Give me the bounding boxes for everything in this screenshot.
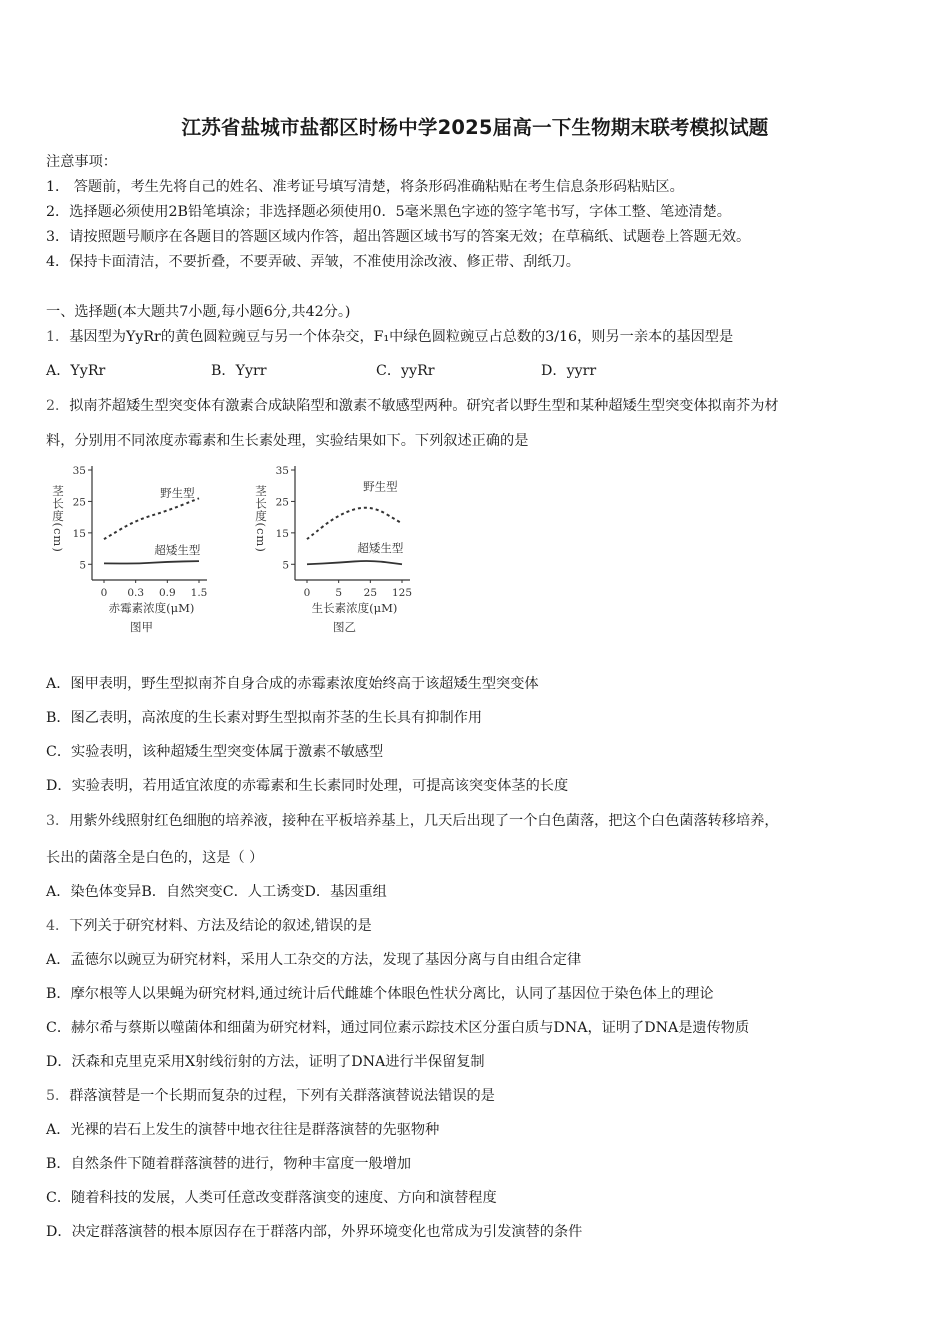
question-text: 用紫外线照射红色细胞的培养液，接种在平板培养基上，几天后出现了一个白色菌落，把这个白色菌落转移培养， bbox=[69, 813, 779, 829]
option-c: C．赫尔希与蔡斯以噬菌体和细菌为研究材料，通过同位素示踪技术区分蛋白质与DNA，证明了DNA是遗传物质 bbox=[46, 1020, 750, 1036]
option-a: A．光裸的岩石上发生的演替中地衣往往是群落演替的先驱物种 bbox=[46, 1122, 440, 1138]
question-text: 拟南芥超矮生型突变体有激素合成缺陷型和激素不敏感型两种。研究者以野生型和某种超矮生型突变体拟南芥为材 bbox=[69, 398, 779, 414]
question-text: 基因型为YyRr的黄色圆粒豌豆与另一个体杂交，F₁中绿色圆粒豌豆占总数的3/16，则另一亲本的基因型是 bbox=[69, 329, 734, 345]
x-tick-label: 0 bbox=[303, 587, 311, 599]
option-d: D．沃森和克里克采用X射线衍射的方法，证明了DNA进行半保留复制 bbox=[46, 1054, 485, 1070]
notice-item: 4．保持卡面清洁，不要折叠，不要弄破、弄皱，不准使用涂改液、修正带、刮纸刀。 bbox=[46, 254, 580, 270]
section-heading: 一、选择题(本大题共7小题,每小题6分,共42分。) bbox=[46, 304, 351, 320]
series-line bbox=[104, 561, 199, 563]
question-5 bbox=[46, 1086, 495, 1106]
option-b: B．Yyrr bbox=[211, 363, 267, 379]
y-tick-label: 15 bbox=[275, 527, 289, 540]
question-3-options: A．染色体变异B．自然突变C．人工诱变D．基因重组 bbox=[46, 884, 387, 900]
y-tick-label: 25 bbox=[275, 496, 289, 509]
y-tick-label: 5 bbox=[79, 559, 86, 572]
question-text: 下列关于研究材料、方法及结论的叙述,错误的是 bbox=[69, 918, 372, 934]
question-number: 2． bbox=[46, 398, 70, 414]
question-number: 3． bbox=[46, 813, 70, 829]
series-label: 超矮生型 bbox=[357, 541, 404, 556]
notice-item: 2．选择题必须使用2B铅笔填涂；非选择题必须使用0．5毫米黑色字迹的签字笔书写，字体工整、笔迹清楚。 bbox=[46, 204, 731, 220]
series-line bbox=[104, 498, 199, 539]
question-number: 5． bbox=[46, 1088, 70, 1104]
option-a: A．YyRr bbox=[46, 363, 106, 379]
option-c: C．yyRr bbox=[376, 363, 435, 379]
x-tick-label: 0.3 bbox=[127, 587, 145, 599]
charts-svg bbox=[40, 460, 440, 645]
y-tick-label: 35 bbox=[72, 465, 86, 477]
series-line bbox=[307, 561, 402, 564]
y-tick-label: 25 bbox=[72, 496, 86, 509]
series-line bbox=[307, 508, 402, 539]
option-c: C．实验表明，该种超矮生型突变体属于激素不敏感型 bbox=[46, 744, 384, 760]
series-label: 超矮生型 bbox=[154, 542, 201, 557]
x-tick-label: 125 bbox=[391, 587, 413, 599]
option-d: D．yyrr bbox=[541, 363, 597, 379]
x-tick-label: 0 bbox=[100, 587, 108, 599]
notice-item: 1． 答题前，考生先将自己的姓名、准考证号填写清楚，将条形码准确粘贴在考生信息条形码粘贴区。 bbox=[46, 179, 684, 195]
series-label: 野生型 bbox=[363, 479, 398, 494]
y-tick-label: 35 bbox=[275, 465, 289, 477]
option-c: C．随着科技的发展，人类可任意改变群落演变的速度、方向和演替程度 bbox=[46, 1190, 497, 1206]
question-1-options bbox=[46, 361, 596, 381]
question-2 bbox=[46, 396, 779, 416]
x-tick-label: 0.9 bbox=[158, 587, 176, 599]
series-label: 野生型 bbox=[160, 485, 195, 500]
question-2-cont: 料，分别用不同浓度赤霉素和生长素处理，实验结果如下。下列叙述正确的是 bbox=[46, 433, 529, 449]
y-axis-label: 茎长度(cm) bbox=[51, 485, 65, 553]
option-a: A．孟德尔以豌豆为研究材料，采用人工杂交的方法，发现了基因分离与自由组合定律 bbox=[46, 952, 582, 968]
notice-heading: 注意事项： bbox=[46, 154, 117, 170]
question-1 bbox=[46, 327, 733, 347]
x-axis-label: 赤霉素浓度(μM) bbox=[108, 601, 195, 615]
option-b: B．图乙表明，高浓度的生长素对野生型拟南芥茎的生长具有抑制作用 bbox=[46, 710, 483, 726]
chart-caption: 图甲 bbox=[130, 620, 153, 634]
option-b: B．摩尔根等人以果蝇为研究材料,通过统计后代雌雄个体眼色性状分离比，认同了基因位于染色体上的理论 bbox=[46, 986, 714, 1002]
x-tick-label: 25 bbox=[363, 587, 378, 599]
chart-caption: 图乙 bbox=[333, 620, 356, 634]
x-tick-label: 1.5 bbox=[190, 587, 208, 599]
y-tick-label: 15 bbox=[72, 527, 86, 540]
question-4 bbox=[46, 916, 372, 936]
x-axis-label: 生长素浓度(μM) bbox=[311, 601, 398, 615]
question-number: 1． bbox=[46, 329, 70, 345]
option-b: B．自然条件下随着群落演替的进行，物种丰富度一般增加 bbox=[46, 1156, 412, 1172]
question-text: 群落演替是一个长期而复杂的过程，下列有关群落演替说法错误的是 bbox=[69, 1088, 495, 1104]
option-a: A．图甲表明，野生型拟南芥自身合成的赤霉素浓度始终高于该超矮生型突变体 bbox=[46, 676, 539, 692]
question-3-cont: 长出的菌落全是白色的，这是（ ） bbox=[46, 850, 264, 866]
option-d: D．决定群落演替的根本原因存在于群落内部，外界环境变化也常成为引发演替的条件 bbox=[46, 1224, 583, 1240]
page-title: 江苏省盐城市盐都区时杨中学2025届高一下生物期末联考模拟试题 bbox=[181, 116, 769, 139]
option-d: D．实验表明，若用适宜浓度的赤霉素和生长素同时处理，可提高该突变体茎的长度 bbox=[46, 778, 569, 794]
notice-item: 3．请按照题号顺序在各题目的答题区域内作答，超出答题区域书写的答案无效；在草稿纸、试题卷上答题无效。 bbox=[46, 229, 751, 245]
figure-charts bbox=[40, 460, 440, 645]
question-3 bbox=[46, 811, 779, 831]
y-tick-label: 5 bbox=[282, 559, 289, 572]
x-tick-label: 5 bbox=[335, 587, 343, 599]
question-number: 4． bbox=[46, 918, 70, 934]
y-axis-label: 茎长度(cm) bbox=[254, 485, 268, 553]
